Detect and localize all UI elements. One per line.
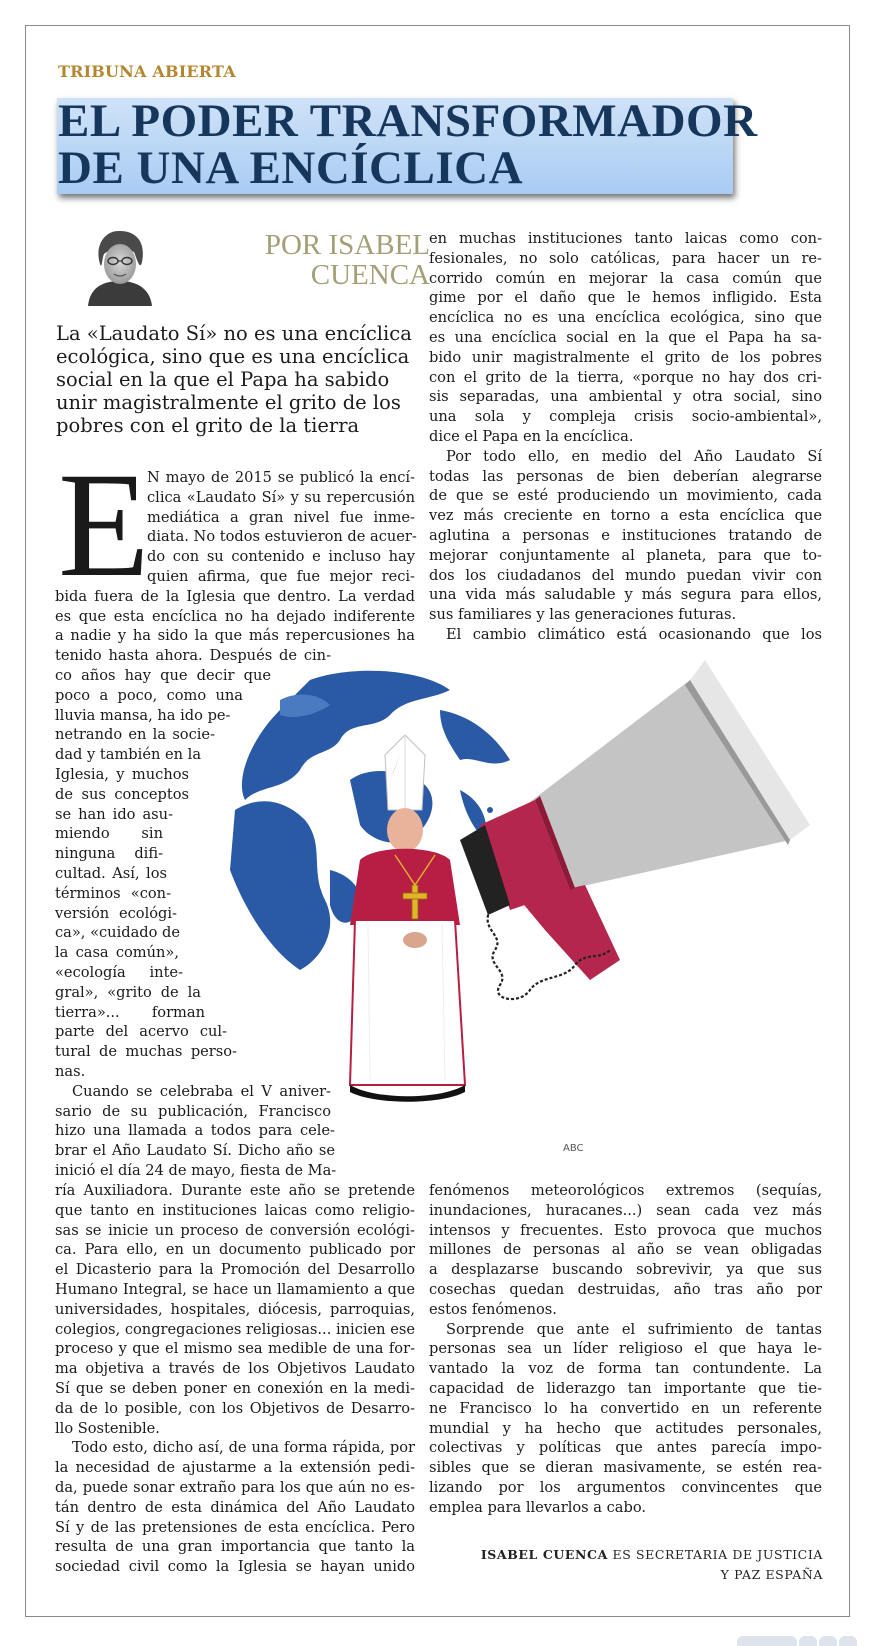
- body-line: lizando por los argumentos convincentes que: [429, 1478, 822, 1496]
- body-line: clica «Laudato Sí» y su repercusión: [147, 488, 415, 506]
- body-line: la necesidad de ajustarme a la extensión pedi-: [55, 1459, 415, 1477]
- body-line: lluvia mansa, ha ido pe-: [55, 706, 231, 724]
- body-line: sibles que se dieran masivamente, se estén rea-: [429, 1459, 822, 1477]
- body-line: da de lo posible, con los Objetivos de Desarro-: [55, 1399, 415, 1417]
- body-line: mejorar conjuntamente al planeta, para que to-: [429, 546, 822, 564]
- body-line: vez más creciente en torno a esta encíclica que: [429, 507, 822, 525]
- byline: [190, 230, 430, 290]
- byline-line: CUENCA: [310, 259, 430, 291]
- body-line: Humano Integral, se hace un llamamiento a que: [55, 1280, 415, 1298]
- lede-line: social en la que el Papa ha sabido: [56, 368, 390, 391]
- body-line: nas.: [55, 1062, 86, 1080]
- signature-role: ES SECRETARIA DE JUSTICIA: [612, 1547, 823, 1562]
- body-line: quien afirma, que fue mejor reci-: [147, 567, 415, 585]
- lede-line: pobres con el grito de la tierra: [56, 414, 360, 437]
- body-line: Iglesia, y muchos: [55, 765, 189, 783]
- body-line: Por todo ello, en medio del Año Laudato Sí: [446, 447, 822, 465]
- body-line: ría Auxiliadora. Durante este año se pretende: [55, 1182, 415, 1199]
- body-line: N mayo de 2015 se publicó la encí-: [147, 469, 415, 486]
- body-line: «ecología inte-: [55, 963, 183, 981]
- body-line: El cambio climático está ocasionando que los: [446, 625, 822, 643]
- body-line: Sí y de las pretensiones de esta encíclica. Pero: [55, 1518, 415, 1536]
- body-line: una vida más saludable y más segura para ellos,: [429, 586, 822, 604]
- body-line: colectivas y políticas que antes parecía impo-: [429, 1439, 822, 1457]
- body-line: sas se inicie un proceso de conversión ecológi-: [55, 1221, 415, 1239]
- megaphone-icon: [460, 660, 810, 999]
- lede: [56, 322, 436, 437]
- body-line: universidades, hospitales, diócesis, parroquias,: [55, 1300, 415, 1318]
- body-line: inició el día 24 de mayo, fiesta de Ma-: [55, 1161, 337, 1179]
- body-line: llo Sostenible.: [55, 1419, 160, 1437]
- body-line: hizo una llamada a todos para cele-: [55, 1122, 335, 1140]
- body-line: emplea para llevarlos a cabo.: [429, 1498, 647, 1516]
- body-line: diata. No todos estuvieron de acuer-: [147, 528, 417, 546]
- body-line: una sola y compleja crisis socio-ambiental»,: [429, 408, 822, 426]
- body-line: gime por el daño que le hemos infligido. Esta: [429, 289, 822, 307]
- right-column-bottom: [429, 1181, 822, 1518]
- body-line: ne Francisco lo ha convertido en un referente: [429, 1399, 822, 1417]
- left-column-bottom: [55, 1181, 415, 1577]
- body-line: millones de personas al año se vean obligadas: [429, 1241, 822, 1259]
- body-line: Cuando se celebraba el V aniver-: [72, 1082, 331, 1100]
- body-line: dad y también en la: [55, 746, 202, 764]
- page-tabs: [737, 1636, 857, 1646]
- lede-line: unir magistralmente el grito de los: [56, 391, 401, 414]
- byline-line: POR ISABEL: [264, 229, 430, 261]
- body-line: Todo esto, dicho así, de una forma rápida, por: [72, 1439, 415, 1457]
- body-line: que tanto en instituciones laicas como religio-: [55, 1201, 415, 1219]
- body-line: personas sea un líder religioso el que haya le-: [429, 1340, 822, 1358]
- body-line: co años hay que decir que: [55, 666, 271, 684]
- body-line: a desplazarse buscando sobrevivir, ya que sus: [429, 1261, 822, 1279]
- body-line: el Dicasterio para la Promoción del Desarrollo: [55, 1261, 415, 1279]
- body-line: aglutina a personas e instituciones tratando de: [429, 526, 822, 544]
- body-line: mediática a gran nivel fue inme-: [147, 508, 415, 526]
- body-line: do con su contenido e incluso hay: [147, 548, 415, 566]
- author-photo: [80, 226, 158, 306]
- signature-name: ISABEL CUENCA: [480, 1547, 608, 1562]
- body-line: bido unir magistralmente el grito de los pobres: [429, 348, 822, 366]
- body-line: miendo sin: [55, 825, 163, 843]
- body-line: dos los ciudadanos del mundo puedan vivir con: [429, 566, 822, 584]
- body-line: fenómenos meteorológicos extremos (sequías,: [429, 1182, 822, 1199]
- body-line: ninguna difi-: [55, 845, 163, 863]
- image-credit: ABC: [563, 1143, 584, 1154]
- body-line: colegios, congregaciones religiosas... inicien ese: [55, 1320, 415, 1338]
- body-line: gral», «grito de la: [55, 983, 201, 1001]
- body-line: ma objetiva a través de los Objetivos Laudato: [55, 1360, 415, 1378]
- body-line: da, puede sonar extraño para los que aún no es-: [55, 1478, 415, 1496]
- body-line: bida fuera de la Iglesia que dentro. La verdad: [55, 587, 415, 605]
- lede-line: La «Laudato Sí» no es una encíclica: [56, 322, 412, 345]
- body-line: corrido común en mejorar la casa común que: [429, 269, 822, 287]
- body-line: versión ecológi-: [55, 904, 177, 922]
- headline-line: EL PODER TRANSFORMADOR: [58, 95, 758, 147]
- body-line: es que esta encíclica no ha dejado indiferente: [55, 607, 415, 625]
- section-label: TRIBUNA ABIERTA: [58, 62, 236, 81]
- body-line: en muchas instituciones tanto laicas como con-: [429, 230, 822, 247]
- body-line: capacidad de liderazgo tan importante que tie-: [429, 1379, 822, 1397]
- body-line: tierra»... forman: [55, 1003, 205, 1021]
- left-column-top: [55, 468, 415, 1181]
- body-line: tural de muchas perso-: [55, 1043, 237, 1061]
- headline: [58, 95, 758, 194]
- body-line: se han ido asu-: [55, 805, 173, 823]
- body-line: netrando en la socie-: [55, 726, 215, 744]
- signature-role: Y PAZ ESPAÑA: [720, 1567, 823, 1582]
- body-line: encíclica no es una encíclica ecológica, sino que: [429, 309, 822, 327]
- body-line: parte del acervo cul-: [55, 1023, 227, 1041]
- body-line: mundial y ha hecho que actitudes personales,: [429, 1419, 822, 1437]
- drop-cap: E: [58, 442, 150, 608]
- author-signature: [430, 1545, 823, 1585]
- body-line: cultad. Así, los: [55, 864, 167, 882]
- lede-line: ecológica, sino que es una encíclica: [56, 345, 410, 368]
- body-line: ca», «cuidado de: [55, 924, 181, 942]
- body-line: cosechas quedan destruidas, año tras año por: [429, 1280, 822, 1298]
- body-line: poco a poco, como una: [55, 686, 243, 704]
- body-line: sus familiares y las generaciones futuras.: [429, 606, 737, 624]
- body-line: sis separadas, una ambiental y otra social, sino: [429, 388, 822, 406]
- body-line: sario de su publicación, Francisco: [55, 1102, 331, 1120]
- body-line: brar el Año Laudato Sí. Dicho año se: [55, 1142, 335, 1160]
- body-line: inundaciones, huracanes...) sean cada vez más: [429, 1201, 822, 1219]
- body-line: tenido hasta ahora. Después de cin-: [55, 647, 331, 665]
- body-line: intensos y frecuentes. Esto provoca que muchos: [429, 1221, 822, 1239]
- body-line: Sorprende que ante el sufrimiento de tantas: [446, 1320, 822, 1338]
- body-line: Sí que se deben poner en conexión en la medi-: [55, 1379, 415, 1397]
- body-line: la casa común»,: [55, 944, 179, 962]
- right-column-top: [429, 229, 822, 645]
- body-line: fesionales, no solo católicas, para hacer un re-: [429, 249, 822, 267]
- body-line: vantado la voz de forma tan contundente. La: [429, 1360, 822, 1378]
- signature-line: [430, 1545, 823, 1565]
- body-line: proceso y que el mismo sea medible de una for-: [55, 1340, 415, 1358]
- body-line: dice el Papa en la encíclica.: [429, 427, 634, 445]
- body-line: a nadie y ha sido la que más repercusiones ha: [55, 627, 415, 645]
- body-line: de que se esté produciendo un movimiento, cada: [429, 487, 822, 505]
- body-line: con el grito de la tierra, «porque no hay dos cri-: [429, 368, 822, 386]
- headline-line: DE UNA ENCÍCLICA: [58, 142, 524, 194]
- body-line: resulta de una gran importancia que tanto la: [55, 1538, 415, 1556]
- body-line: de sus conceptos: [55, 785, 189, 803]
- body-line: términos «con-: [55, 884, 171, 902]
- body-line: es una encíclica social en la que el Papa ha sa-: [429, 328, 822, 346]
- body-line: sociedad civil como la Iglesia se hayan unido: [55, 1558, 415, 1576]
- body-line: ca. Para ello, en un documento publicado por: [55, 1241, 415, 1259]
- body-line: todas las personas de bien deberían alegrarse: [429, 467, 822, 485]
- body-line: tán dentro de esta dinámica del Año Laudato: [55, 1498, 415, 1516]
- body-line: estos fenómenos.: [429, 1300, 557, 1318]
